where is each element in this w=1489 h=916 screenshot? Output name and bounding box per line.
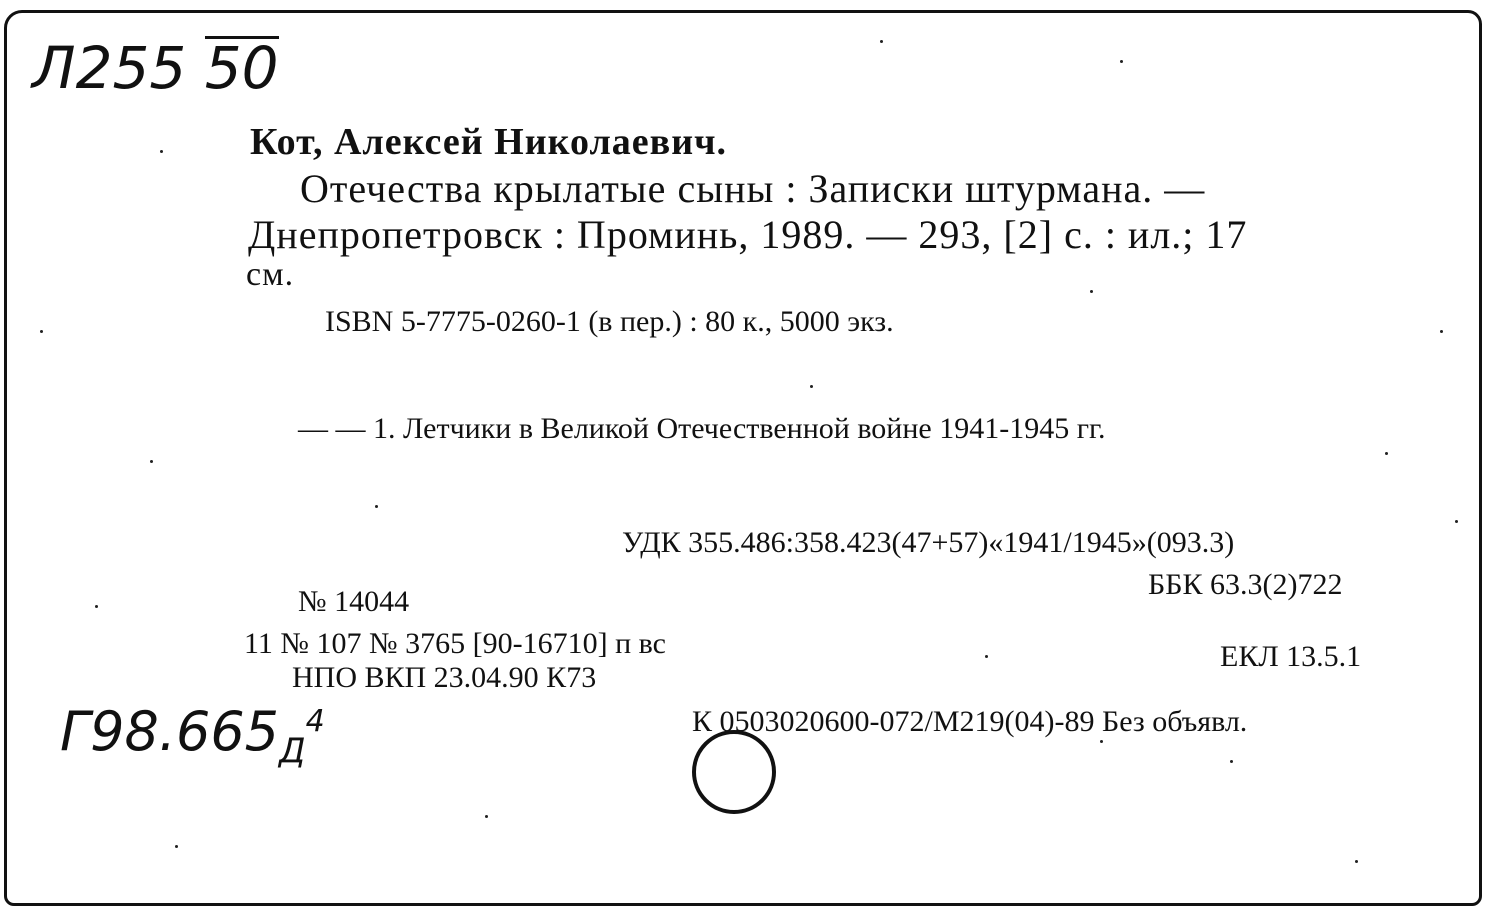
handwritten-shelf-fraction: 50 bbox=[204, 34, 279, 102]
isbn-line: ISBN 5-7775-0260-1 (в пер.) : 80 к., 5000 экз. bbox=[325, 305, 894, 338]
npo-line: НПО ВКП 23.04.90 К73 bbox=[292, 661, 597, 694]
handwritten-accession-sub: Д bbox=[279, 730, 306, 771]
title-line-2: Днепропетровск : Проминь, 1989. — 293, [2] с. : ил.; 17 bbox=[248, 212, 1248, 257]
bbk-code: ББК 63.3(2)722 bbox=[1148, 568, 1343, 601]
sequence-line: 11 № 107 № 3765 [90-16710] п вс bbox=[244, 627, 666, 660]
card-number: № 14044 bbox=[298, 585, 410, 618]
handwritten-accession-sup: 4 bbox=[305, 704, 325, 739]
k-index-line: К 0503020600-072/М219(04)-89 Без объявл. bbox=[692, 705, 1248, 738]
title-line-3: см. bbox=[246, 256, 295, 293]
handwritten-accession-mark bbox=[60, 700, 325, 771]
handwritten-shelf-mark bbox=[32, 34, 279, 102]
subject-heading: — — 1. Летчики в Великой Отечественной войне 1941-1945 гг. bbox=[298, 412, 1106, 445]
circle-stamp-icon bbox=[692, 730, 776, 814]
handwritten-shelf-code: Л255 bbox=[32, 34, 187, 102]
title-line-1: Отечества крылатые сыны : Записки штурмана. — bbox=[300, 166, 1206, 211]
ekl-code: ЕКЛ 13.5.1 bbox=[1220, 640, 1362, 673]
udk-code: УДК 355.486:358.423(47+57)«1941/1945»(093.3) bbox=[622, 526, 1235, 559]
handwritten-accession-code: Г98.665 bbox=[60, 700, 280, 763]
author-heading: Кот, Алексей Николаевич. bbox=[250, 121, 728, 163]
